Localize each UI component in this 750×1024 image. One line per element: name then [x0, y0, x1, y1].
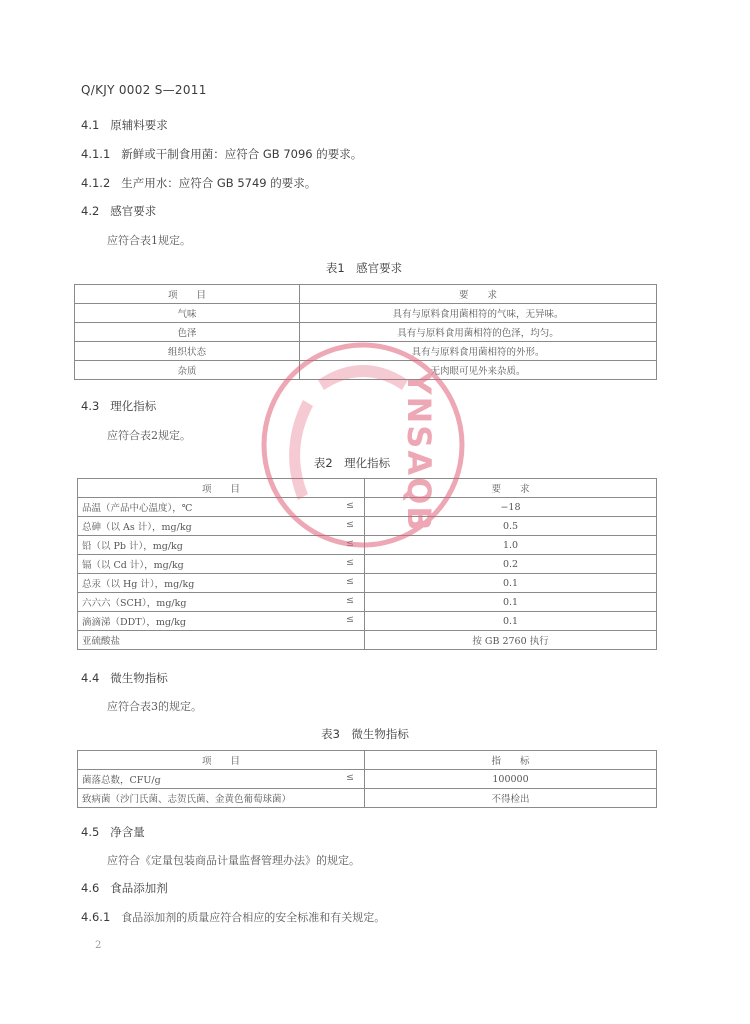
section-4-3-body: 应符合表2规定。 [107, 429, 191, 442]
section-number: 4.4 [81, 671, 100, 685]
column-header: 项 目 [78, 479, 365, 498]
table2-physicochemical [77, 478, 657, 650]
item-label: 六六六（SCH），mg/kg [82, 598, 187, 609]
table-cell [78, 593, 365, 612]
section-title: 微生物指标 [110, 671, 168, 685]
section-4-6 [81, 880, 168, 896]
table-row [78, 612, 657, 631]
section-number: 4.3 [81, 399, 100, 413]
table-row [75, 342, 657, 361]
table-row [78, 517, 657, 536]
item-label: 总砷（以 As 计），mg/kg [82, 522, 192, 533]
table-cell: −18 [365, 498, 657, 517]
item-label: 滴滴涕（DDT），mg/kg [82, 617, 186, 628]
table-cell [78, 555, 365, 574]
section-title: 食品添加剂 [110, 881, 168, 895]
table1-sensory [74, 284, 657, 380]
lte-symbol: ≤ [346, 595, 354, 606]
table-cell: 0.5 [365, 517, 657, 536]
item-label: 品温（产品中心温度），℃ [82, 503, 193, 514]
section-number: 4.1 [81, 118, 100, 132]
item-label: 总汞（以 Hg 计），mg/kg [82, 579, 195, 590]
table-row [78, 574, 657, 593]
section-number: 4.1.2 [81, 176, 111, 190]
section-title: 理化指标 [110, 399, 157, 413]
table3-microbiological [77, 750, 657, 808]
column-header: 项 目 [75, 285, 300, 304]
table-row [75, 323, 657, 342]
item-label: 菌落总数，CFU/g [82, 775, 161, 786]
table-row [78, 498, 657, 517]
lte-symbol: ≤ [346, 519, 354, 530]
table-cell: 0.2 [365, 555, 657, 574]
section-title: 感官要求 [110, 204, 157, 218]
document-code: Q/KJY 0002 S—2011 [81, 83, 207, 97]
section-number: 4.6 [81, 881, 100, 895]
table-row [78, 631, 657, 650]
table3-caption: 表3 微生物指标 [321, 727, 409, 741]
seal-code-text: YNSAQB [400, 371, 438, 533]
table-row [75, 304, 657, 323]
lte-symbol: ≤ [346, 538, 354, 549]
item-label: 铅（以 Pb 计），mg/kg [82, 541, 183, 552]
table-cell: 0.1 [365, 593, 657, 612]
table2-caption: 表2 理化指标 [313, 456, 391, 470]
table-row [78, 555, 657, 574]
section-4-1-1 [81, 146, 362, 162]
section-number: 4.2 [81, 204, 100, 218]
section-text: 生产用水：应符合 GB 5749 的要求。 [121, 176, 317, 190]
table-cell: 杂质 [75, 361, 300, 380]
table-cell [78, 498, 365, 517]
table1-caption: 表1 感官要求 [325, 261, 403, 275]
lte-symbol: ≤ [346, 576, 354, 587]
section-4-4 [81, 670, 168, 686]
table-cell: 色泽 [75, 323, 300, 342]
section-4-5-body: 应符合《定量包装商品计量监督管理办法》的规定。 [107, 854, 360, 867]
column-header: 要 求 [300, 285, 657, 304]
table-cell: 致病菌（沙门氏菌、志贺氏菌、金黄色葡萄球菌） [78, 789, 365, 808]
lte-symbol: ≤ [346, 500, 354, 511]
column-header: 指 标 [365, 751, 657, 770]
table-cell: 气味 [75, 304, 300, 323]
table-cell [78, 574, 365, 593]
table-row [78, 536, 657, 555]
column-header: 要 求 [365, 479, 657, 498]
section-title: 原辅料要求 [110, 118, 168, 132]
lte-symbol: ≤ [346, 772, 354, 783]
table-cell: 亚硫酸盐 [78, 631, 365, 650]
table-cell [78, 770, 365, 789]
table-cell: 100000 [365, 770, 657, 789]
section-4-4-body: 应符合表3的规定。 [107, 700, 202, 713]
page-number: 2 [95, 940, 102, 951]
section-title: 净含量 [110, 825, 145, 839]
lte-symbol: ≤ [346, 557, 354, 568]
table-cell: 无肉眼可见外来杂质。 [300, 361, 657, 380]
table-cell: 具有与原料食用菌相符的外形。 [300, 342, 657, 361]
table-cell: 具有与原料食用菌相符的色泽，均匀。 [300, 323, 657, 342]
table-cell [78, 517, 365, 536]
section-4-1 [81, 117, 168, 133]
lte-symbol: ≤ [346, 614, 354, 625]
table-header-row [75, 285, 657, 304]
section-4-2-body: 应符合表1规定。 [107, 234, 191, 247]
section-text: 食品添加剂的质量应符合相应的安全标准和有关规定。 [121, 911, 386, 924]
section-4-6-1 [81, 909, 385, 925]
table-header-row [78, 751, 657, 770]
item-label: 镉（以 Cd 计），mg/kg [82, 560, 184, 571]
table-row [75, 361, 657, 380]
section-4-3 [81, 398, 156, 414]
table-cell: 具有与原料食用菌相符的气味，无异味。 [300, 304, 657, 323]
table-row [78, 770, 657, 789]
table-cell: 按 GB 2760 执行 [365, 631, 657, 650]
table-row [78, 593, 657, 612]
section-4-1-2 [81, 175, 316, 191]
table-cell: 0.1 [365, 574, 657, 593]
table-cell: 组织状态 [75, 342, 300, 361]
section-number: 4.1.1 [81, 147, 111, 161]
table-cell: 0.1 [365, 612, 657, 631]
table-cell: 1.0 [365, 536, 657, 555]
section-number: 4.6.1 [81, 910, 111, 924]
section-4-2 [81, 203, 156, 219]
table-cell [78, 612, 365, 631]
section-number: 4.5 [81, 825, 100, 839]
table-header-row [78, 479, 657, 498]
section-text: 新鲜或干制食用菌：应符合 GB 7096 的要求。 [121, 147, 363, 161]
section-4-5 [81, 824, 145, 840]
column-header: 项 目 [78, 751, 365, 770]
table-cell [78, 536, 365, 555]
table-cell: 不得检出 [365, 789, 657, 808]
table-row [78, 789, 657, 808]
